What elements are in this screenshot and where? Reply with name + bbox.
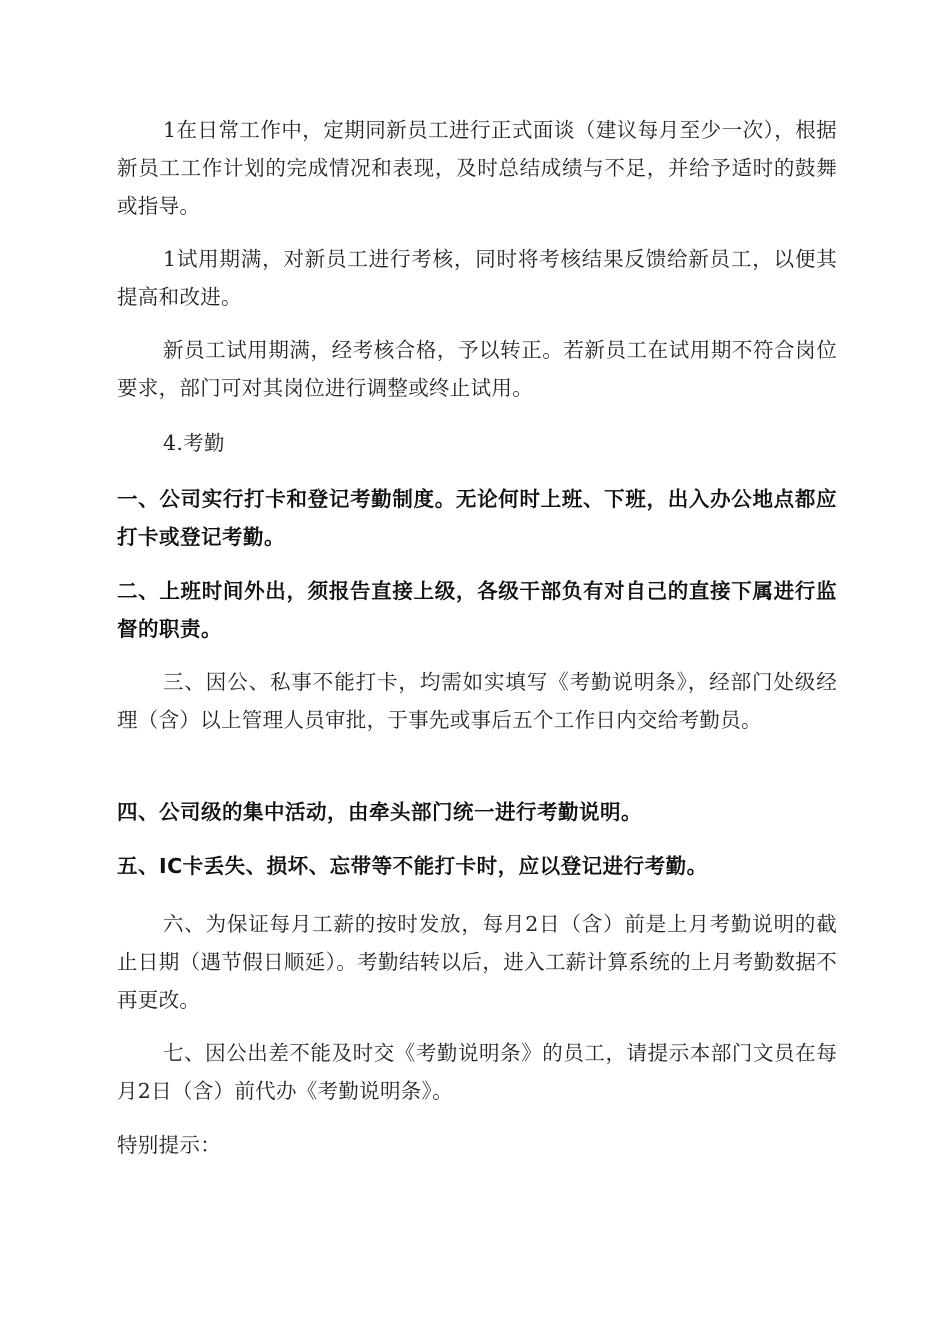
rule-3-attendance-note: 三、因公、私事不能打卡，均需如实填写《考勤说明条》，经部门处级经理（含）以上管理人员审批，于事先或事后五个工作日内交给考勤员。 — [117, 670, 837, 732]
rule-4-company-activities: 四、公司级的集中活动，由牵头部门统一进行考勤说明。 — [117, 800, 642, 824]
section-heading-attendance: 4.考勤 — [163, 431, 225, 455]
rule-1-clock-in: 一、公司实行打卡和登记考勤制度。无论何时上班、下班，出入办公地点都应打卡或登记考勤。 — [117, 487, 837, 549]
paragraph-probation-assessment: 1试用期满，对新员工进行考核，同时将考核结果反馈给新员工，以便其提高和改进。 — [117, 247, 837, 309]
rule-6-payroll-deadline: 六、为保证每月工薪的按时发放，每月2日（含）前是上月考勤说明的截止日期（遇节假日顺延）。考勤结转以后，进入工薪计算系统的上月考勤数据不再更改。 — [117, 912, 837, 1012]
paragraph-regular-interview: 1在日常工作中，定期同新员工进行正式面谈（建议每月至少一次），根据新员工工作计划的完成情况和表现，及时总结成绩与不足，并给予适时的鼓舞或指导。 — [117, 118, 837, 218]
paragraph-confirmation: 新员工试用期满，经考核合格，予以转正。若新员工在试用期不符合岗位要求，部门可对其岗位进行调整或终止试用。 — [117, 338, 837, 400]
rule-5-ic-card: 五、IC卡丢失、损坏、忘带等不能打卡时，应以登记进行考勤。 — [117, 854, 708, 878]
rule-2-going-out: 二、上班时间外出，须报告直接上级，各级干部负有对自己的直接下属进行监督的职责。 — [117, 579, 837, 641]
rule-7-business-trip: 七、因公出差不能及时交《考勤说明条》的员工，请提示本部门文员在每月2日（含）前代办《考勤说明条》。 — [117, 1041, 837, 1103]
special-note-heading: 特别提示： — [117, 1133, 221, 1157]
